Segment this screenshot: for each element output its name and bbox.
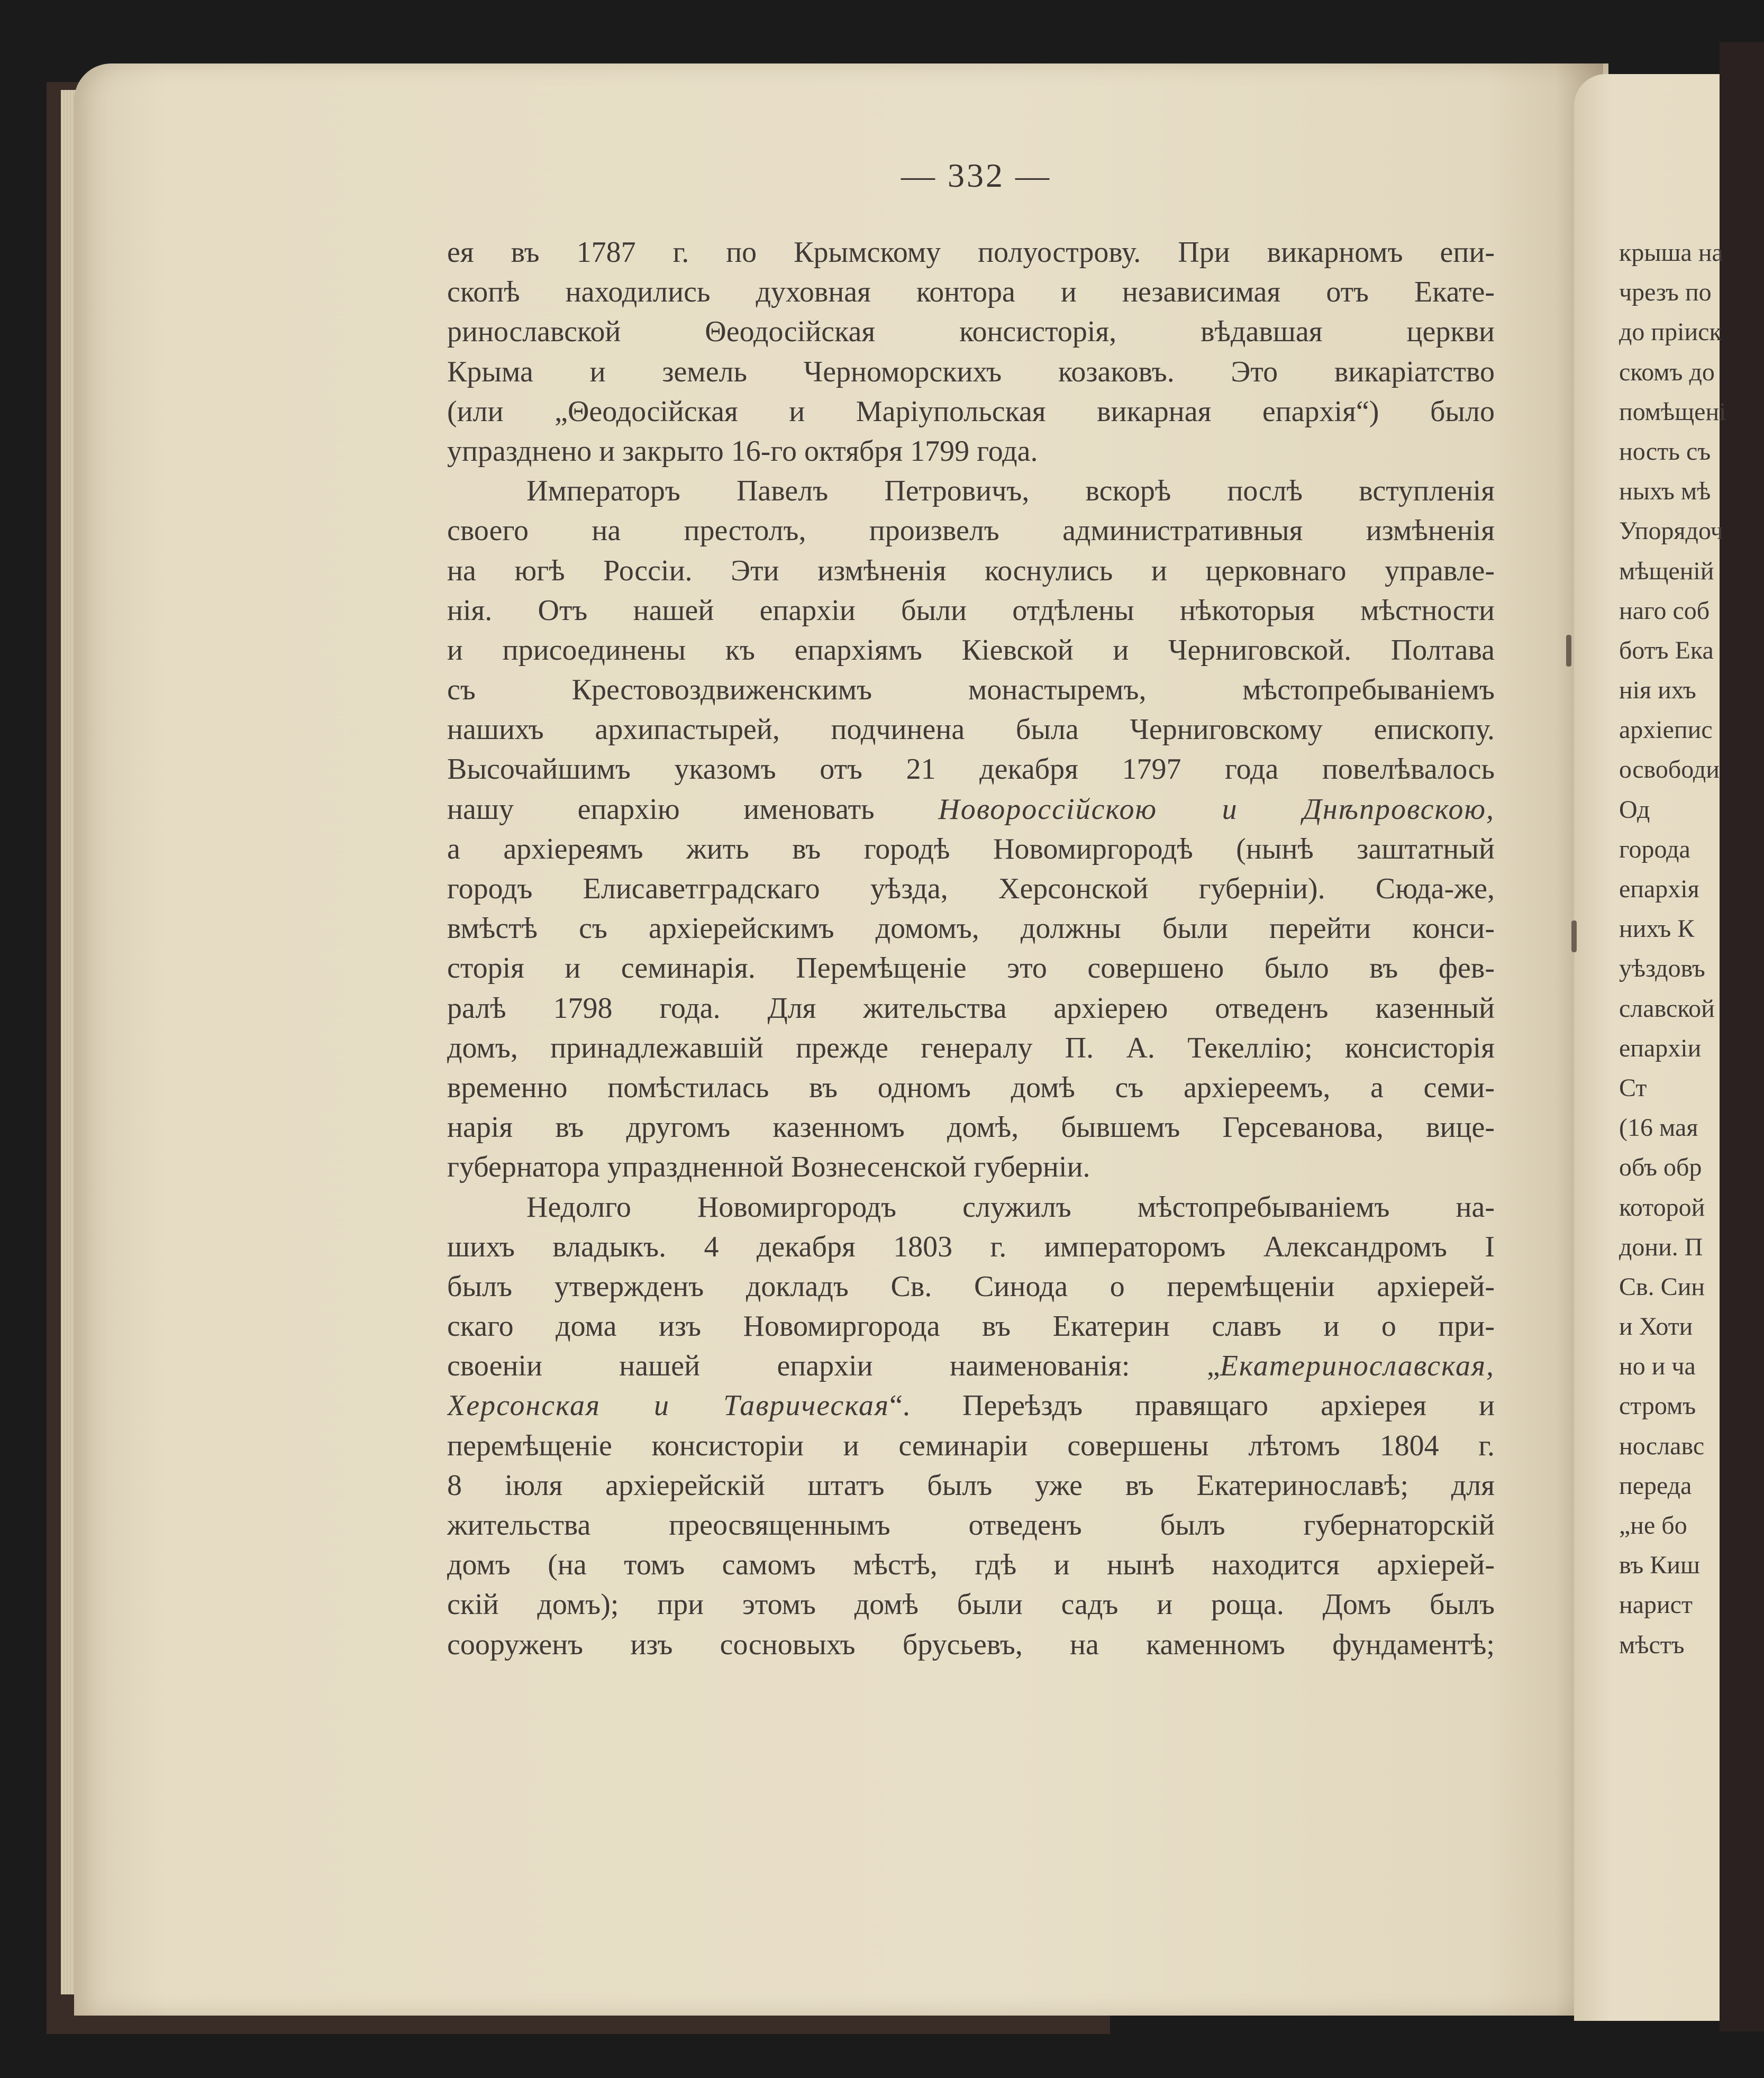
text-line: домъ (на томъ самомъ мѣстѣ, гдѣ и нынѣ находится архiерей-: [447, 1548, 1495, 1582]
text-line: скiй домъ); при этомъ домѣ были садъ и роща. Домъ былъ: [447, 1588, 1495, 1621]
text-line-fragment: объ обр: [1619, 1153, 1702, 1182]
text-line: шихъ владыкъ. 4 декабря 1803 г. императоромъ Александромъ I: [447, 1230, 1495, 1263]
text-line-fragment: крыша на: [1619, 239, 1723, 267]
text-line-fragment: епархiя: [1619, 875, 1699, 903]
text-line: ринославской Θеодосiйская консисторiя, вѣдавшая церкви: [447, 315, 1495, 349]
text-line-fragment: дони. П: [1619, 1233, 1703, 1261]
text-line-fragment: нарист: [1619, 1591, 1693, 1619]
text-line: сооруженъ изъ сосновыхъ брусьевъ, на каменномъ фундаментѣ;: [447, 1628, 1495, 1661]
text-line-fragment: ность съ: [1619, 437, 1711, 466]
text-line: жительства преосвященнымъ отведенъ былъ губернаторскiй: [447, 1509, 1495, 1542]
text-line: городъ Елисаветградскаго уѣзда, Херсонской губернiи). Сюда-же,: [447, 872, 1495, 905]
text-line-fragment: нихъ К: [1619, 915, 1695, 943]
text-line-fragment: до прiиск: [1619, 318, 1722, 347]
margin-mark: [1566, 635, 1571, 667]
text-line-fragment: нiя ихъ: [1619, 676, 1696, 705]
text-line-fragment: ныхъ мѣ: [1619, 477, 1711, 506]
italic-phrase: Херсонская и Таврическая: [447, 1389, 890, 1423]
text-line: и присоединены къ епархiямъ Кiевской и Черниговской. Полтава: [447, 633, 1495, 667]
text-line-fragment: наго соб: [1619, 596, 1710, 625]
text-line: Крыма и земель Черноморскихъ козаковъ. Это викарiатство: [447, 355, 1495, 388]
text-line: сторiя и семинарiя. Перемѣщенiе это совершено было въ фев-: [447, 952, 1495, 985]
text-line-fragment: и Хоти: [1619, 1313, 1693, 1341]
text-line-fragment: стромъ: [1619, 1392, 1696, 1420]
text-line-fragment: Од: [1619, 795, 1650, 824]
text-line: Императоръ Павелъ Петровичъ, вскорѣ послѣ вступленiя: [526, 475, 1495, 508]
text-line: а архiереямъ жить въ городѣ Новомиргородѣ (нынѣ заштатный: [447, 832, 1495, 865]
text-line: своего на престолъ, произвелъ административныя измѣненiя: [447, 514, 1495, 548]
text-line-fragment: нославс: [1619, 1432, 1705, 1460]
text-line-fragment: славской: [1619, 994, 1715, 1023]
text-line: упразднено и закрыто 16-го октября 1799 года.: [447, 434, 1038, 468]
text-line: былъ утвержденъ докладъ Св. Синода о перемѣщенiи архiерей-: [447, 1270, 1495, 1303]
text-line-fragment: освободи: [1619, 755, 1720, 784]
text-line-fragment: мѣстъ: [1619, 1630, 1685, 1659]
text-line: ея въ 1787 г. по Крымскому полуострову. При викарномъ епи-: [447, 236, 1495, 269]
text-line: скопѣ находились духовная контора и независимая отъ Екате-: [447, 276, 1495, 309]
text-line: перемѣщенiе консисторiи и семинарiи совершены лѣтомъ 1804 г.: [447, 1429, 1495, 1462]
text-line: домъ, принадлежавшiй прежде генералу П. А. Текеллiю; консисторiя: [447, 1031, 1495, 1064]
text-line: нарiя въ другомъ казенномъ домѣ, бывшемъ Герсеванова, вице-: [447, 1111, 1495, 1144]
text-line-fragment: чрезъ по: [1619, 278, 1712, 307]
text-line-fragment: Св. Син: [1619, 1272, 1705, 1301]
text-line-fragment: „не бо: [1619, 1511, 1687, 1539]
text-line: нашу епархiю именовать Новороссiйскою и Днѣпровскою,: [447, 792, 1495, 826]
text-line-fragment: епархiи: [1619, 1034, 1702, 1062]
text-line-fragment: (16 мая: [1619, 1114, 1698, 1142]
text-line-fragment: Ст: [1619, 1073, 1647, 1102]
text-line: ралѣ 1798 года. Для жительства архiерею отведенъ казенный: [447, 991, 1495, 1025]
text-line-fragment: уѣздовъ: [1619, 954, 1705, 983]
text-line: нашихъ архипастырей, подчинена была Черниговскому епископу.: [447, 713, 1495, 746]
text-line-fragment: города: [1619, 835, 1690, 863]
text-line: своенiи нашей епархiи наименованiя: „Екатеринославская,: [447, 1350, 1495, 1383]
page-number: — 332 —: [901, 157, 1051, 194]
text-line-fragment: помѣщенi: [1619, 397, 1726, 426]
text-line-fragment: но и ча: [1619, 1352, 1696, 1381]
text-line-fragment: скомъ до: [1619, 358, 1715, 386]
italic-phrase: Новороссiйскою и Днѣпровскою,: [938, 792, 1495, 826]
text-line: скаго дома изъ Новомиргорода въ Екатерин славъ и о при-: [447, 1310, 1495, 1343]
text-line-fragment: Упорядоч: [1619, 517, 1723, 545]
text-line: губернатора упраздненной Вознесенской губернiи.: [447, 1151, 1090, 1184]
text-line: (или „Θеодосiйская и Марiупольская викарная епархiя“) было: [447, 395, 1495, 428]
text-line-fragment: архiепис: [1619, 716, 1713, 744]
text-line: нiя. Отъ нашей епархiи были отдѣлены нѣкоторыя мѣстности: [447, 594, 1495, 627]
text-line: Херсонская и Таврическая“. Переѣздъ правящаго архiерея и: [447, 1389, 1495, 1423]
left-page-text: [447, 233, 1495, 1665]
text-line-fragment: въ Киш: [1619, 1551, 1700, 1580]
margin-mark: [1571, 920, 1577, 952]
text-line: вмѣстѣ съ архiерейскимъ домомъ, должны были перейти конси-: [447, 912, 1495, 945]
text-line: 8 iюля архiерейскiй штатъ былъ уже въ Екатеринославѣ; для: [447, 1469, 1495, 1502]
text-line: Высочайшимъ указомъ отъ 21 декабря 1797 года повелѣвалось: [447, 753, 1495, 786]
italic-phrase: Екатеринославская,: [1220, 1350, 1495, 1383]
text-line-fragment: мѣщенiй: [1619, 557, 1714, 585]
text-line: съ Крестовоздвиженскимъ монастыремъ, мѣстопребыванiемъ: [447, 673, 1495, 707]
text-line: временно помѣстилась въ одномъ домѣ съ архiереемъ, а семи-: [447, 1071, 1495, 1104]
text-line: на югѣ Россiи. Эти измѣненiя коснулись и церковнаго управле-: [447, 554, 1495, 587]
text-line-fragment: которой: [1619, 1193, 1705, 1222]
text-line-fragment: ботъ Ека: [1619, 636, 1714, 664]
text-line-fragment: переда: [1619, 1471, 1692, 1500]
right-page-text: [1619, 233, 1764, 1714]
text-line: Недолго Новомиргородъ служилъ мѣстопребыванiемъ на-: [526, 1190, 1495, 1224]
